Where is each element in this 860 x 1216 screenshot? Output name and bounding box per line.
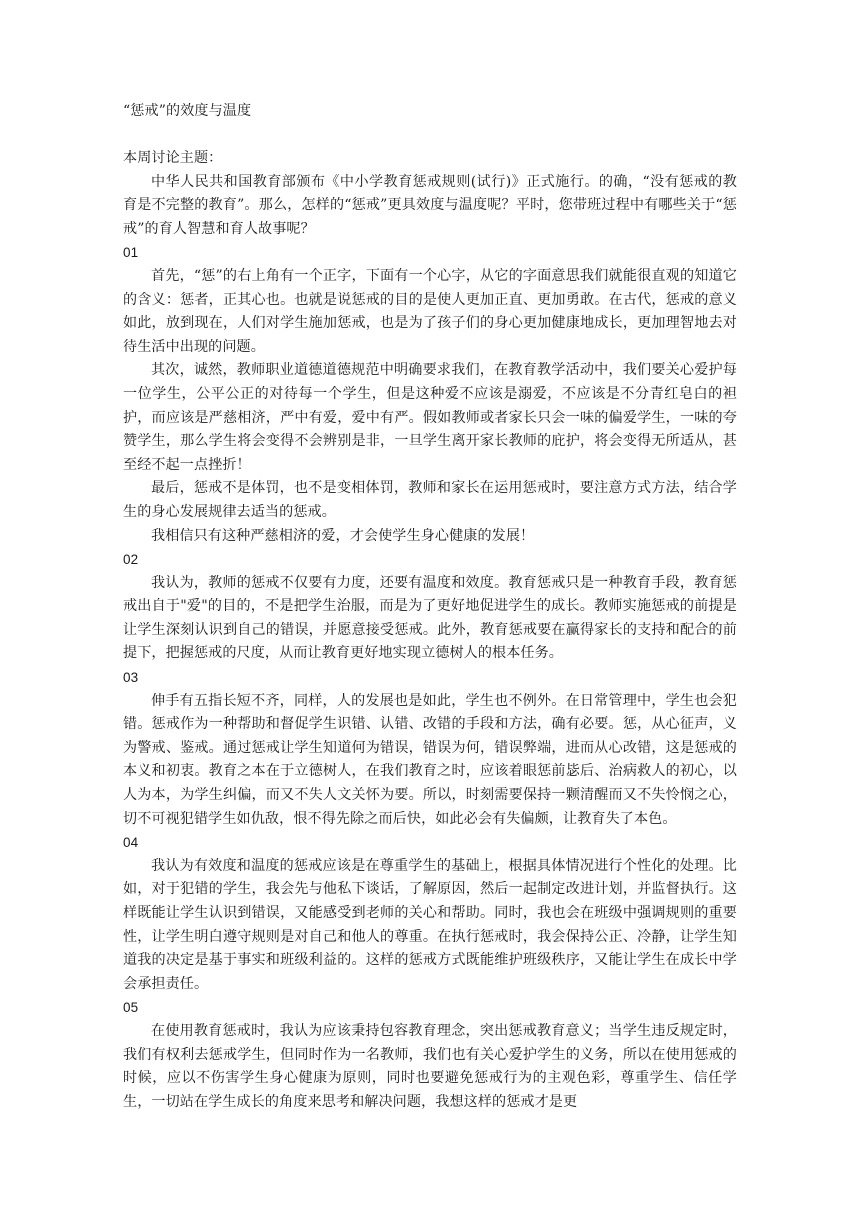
section-number: 01 xyxy=(123,245,139,261)
section-paragraph: 在使用教育惩戒时，我认为应该秉持包容教育理念，突出惩戒教育意义；当学生违反规定时，我们有权利去惩戒学生，但同时作为一名教师，我们也有关心爱护学生的义务，所以在使用惩戒的时候，应以不伤害学生身心健康为原则，同时也要避免惩戒行为的主观色彩，尊重学生、信任学生，一切站在学生成长的角度来思考和解决问题，我想这样的惩戒才是更 xyxy=(123,1022,737,1110)
section-number: 03 xyxy=(123,670,139,686)
section-paragraph: 最后，惩戒不是体罚，也不是变相体罚，教师和家长在运用惩戒时，要注意方式方法，结合学生的身心发展规律去适当的惩戒。 xyxy=(123,480,737,520)
document-title: “惩戒”的效度与温度 xyxy=(123,103,252,119)
section-number: 05 xyxy=(123,1000,139,1016)
section-number: 02 xyxy=(123,552,139,568)
section-paragraph: 我相信只有这种严慈相济的爱，才会使学生身心健康的发展！ xyxy=(151,527,535,544)
topic-label: 本周讨论主题： xyxy=(123,150,223,166)
document-page xyxy=(123,100,737,1114)
section-paragraph: 我认为，教师的惩戒不仅要有力度，还要有温度和效度。教育惩戒只是一种教育手段，教育惩戒出自于"爱"的目的，不是把学生治服，而是为了更好地促进学生的成长。教师实施惩戒的前提是让学生深刻认识到自己的错误，并愿意接受惩戒。此外，教育惩戒要在赢得家长的支持和配合的前提下，把握惩戒的尺度，从而让教育更好地实现立德树人的根本任务。 xyxy=(123,574,737,662)
section-paragraph: 我认为有效度和温度的惩戒应该是在尊重学生的基础上，根据具体情况进行个性化的处理。比如，对于犯错的学生，我会先与他私下谈话，了解原因，然后一起制定改进计划，并监督执行。这样既能让学生认识到错误，又能感受到老师的关心和帮助。同时，我也会在班级中强调规则的重要性，让学生明白遵守规则是对自己和他人的尊重。在执行惩戒时，我会保持公正、冷静，让学生知道我的决定是基于事实和班级利益的。这样的惩戒方式既能维护班级秩序，又能让学生在成长中学会承担责任。 xyxy=(123,857,737,992)
section-number: 04 xyxy=(123,835,139,851)
intro-paragraph: 中华人民共和国教育部颁布《中小学教育惩戒规则(试行)》正式施行。的确，“没有惩戒的教育是不完整的教育”。那么，怎样的“惩戒”更具效度与温度呢？平时，您带班过程中有哪些关于“惩戒”的育人智慧和育人故事呢？ xyxy=(123,173,737,237)
section-paragraph: 首先，“惩”的右上角有一个正字，下面有一个心字，从它的字面意思我们就能很直观的知道它的含义：惩者，正其心也。也就是说惩戒的目的是使人更加正直、更加勇敢。在古代，惩戒的意义如此，放到现在，人们对学生施加惩戒，也是为了孩子们的身心更加健康地成长，更加理智地去对待生活中出现的问题。 xyxy=(123,267,737,355)
section-paragraph: 其次，诚然，教师职业道德道德规范中明确要求我们，在教育教学活动中，我们要关心爱护每一位学生，公平公正的对待每一个学生，但是这种爱不应该是溺爱，不应该是不分青红皂白的袒护，而应该是严慈相济，严中有爱，爱中有严。假如教师或者家长只会一味的偏爱学生，一味的夸赞学生，那么学生将会变得不会辨别是非，一旦学生离开家长教师的庇护，将会变得无所适从，甚至经不起一点挫折！ xyxy=(123,362,737,473)
section-paragraph: 伸手有五指长短不齐，同样，人的发展也是如此，学生也不例外。在日常管理中，学生也会犯错。惩戒作为一种帮助和督促学生识错、认错、改错的手段和方法，确有必要。惩，从心征声，义为警戒、鉴戒。通过惩戒让学生知道何为错误，错误为何，错误弊端，进而从心改错，这是惩戒的本义和初衷。教育之本在于立德树人，在我们教育之时，应该着眼惩前毖后、治病救人的初心，以人为本，为学生纠偏，而又不失人文关怀为要。所以，时刻需要保持一颗清醒而又不失怜悯之心，切不可视犯错学生如仇敌，恨不得先除之而后快，如此必会有失偏颇，让教育失了本色。 xyxy=(123,692,737,827)
